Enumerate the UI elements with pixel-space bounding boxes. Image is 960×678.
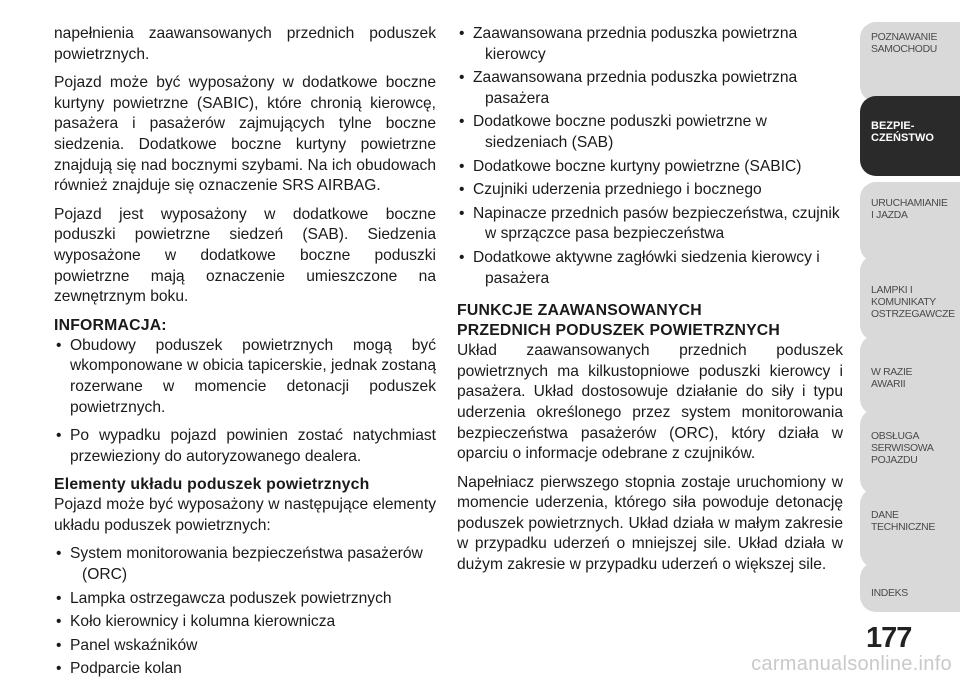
list-item-text: Zaawansowana przednia poduszka powietrzna — [473, 69, 798, 87]
elements-heading: Elementy układu poduszek powietrznych — [54, 476, 370, 494]
tab-label: SERWISOWA — [871, 443, 934, 454]
list-item-text-cont: siedzeniach (SAB) — [485, 133, 614, 151]
tab-label: OBSŁUGA — [871, 431, 920, 442]
list-item-text-cont: w sprzączce pasa bezpieczeństwa — [485, 225, 725, 243]
tab-lampki[interactable] — [860, 255, 960, 341]
list-item-text-cont: (ORC) — [82, 566, 128, 584]
list-item — [457, 68, 843, 109]
list-item: • Lampka ostrzegawcza poduszek powietrznych — [54, 589, 436, 610]
chapter-tabs — [860, 22, 960, 612]
tab-label: INDEKS — [871, 588, 908, 599]
section-heading-line-1: FUNKCJE ZAAWANSOWANYCH — [457, 302, 702, 320]
list-item-text-cont: kierowcy — [485, 45, 546, 63]
tab-obsluga[interactable] — [860, 409, 960, 495]
tab-w-razie-awarii[interactable] — [860, 335, 960, 415]
tab-label: OSTRZEGAWCZE — [871, 309, 955, 320]
tab-label: AWARII — [871, 379, 906, 390]
list-item — [457, 112, 843, 153]
tab-label: I JAZDA — [871, 210, 908, 221]
list-item-text: Napinacze przednich pasów bezpieczeństwa, czujnik — [473, 204, 840, 222]
list-item-text: Dodatkowe boczne poduszki powietrzne w — [473, 113, 767, 131]
paragraph-continuation: napełnienia zaawansowanych przednich poduszek powietrznych. — [54, 25, 436, 63]
paragraph-sabic: Pojazd może być wyposażony w dodatkowe boczne kurtyny powietrzne (SABIC), które chronią kierowcę, pasażera i pasażerów zajmujących tylne boczne siedzenia. Dodatkowe boczne kurtyny powietrzne znajdują się nad bocznymi szybami. Na ich obudowach również znajduje się oznaczenie SRS AIRBAG. — [54, 74, 436, 195]
info-bullet-2: • Po wypadku pojazd powinien zostać natychmiast przewieziony do autoryzowanego dealera. — [54, 426, 436, 467]
paragraph-sab: Pojazd jest wyposażony w dodatkowe boczne poduszki powietrzne siedzeń (SAB). Siedzenia wyposażone w dodatkowe boczne poduszki powietrzne mają oznaczenie umieszczone na zewnętrznym boku. — [54, 205, 436, 306]
list-item — [457, 248, 843, 289]
page-number: 177 — [866, 622, 912, 654]
tab-label: KOMUNIKATY — [871, 297, 936, 308]
list-item: • Podparcie kolan — [54, 659, 436, 678]
tab-label: URUCHAMIANIE — [871, 198, 948, 209]
info-bullet-1: • Obudowy poduszek powietrznych mogą być wkomponowane w obicia tapicerskie, jednak zostaną rozerwane w momencie detonacji poduszek powietrznych. — [54, 336, 436, 418]
tab-poznawanie[interactable] — [860, 22, 960, 102]
tab-label: SAMOCHODU — [871, 44, 937, 55]
list-item: • Panel wskaźników — [54, 636, 436, 657]
tab-dane-techniczne[interactable] — [860, 488, 960, 568]
tab-label: W RAZIE — [871, 367, 913, 378]
list-item — [54, 544, 436, 585]
list-item-text-cont: pasażera — [485, 89, 550, 107]
list-item-text-cont: pasażera — [485, 269, 550, 287]
tab-uruchamianie[interactable] — [860, 182, 960, 262]
list-item: • Czujniki uderzenia przedniego i bocznego — [457, 180, 843, 201]
list-item-text: System monitorowania bezpieczeństwa pasażerów — [70, 545, 423, 563]
tab-label: DANE — [871, 510, 899, 521]
list-item: • Koło kierownicy i kolumna kierownicza — [54, 612, 436, 633]
elements-intro: Pojazd może być wyposażony w następujące elementy układu poduszek powietrznych: — [54, 496, 436, 534]
list-item: • Dodatkowe boczne kurtyny powietrzne (SABIC) — [457, 157, 843, 178]
tab-bezpieczenstwo[interactable] — [860, 96, 960, 176]
right-column — [457, 24, 843, 584]
tab-label: POJAZDU — [871, 455, 918, 466]
section-heading-line-2: PRZEDNICH PODUSZEK POWIETRZNYCH — [457, 322, 781, 340]
list-item — [457, 204, 843, 245]
paragraph-first-stage: Napełniacz pierwszego stopnia zostaje uruchomiony w momencie uderzenia, którego siła powoduje detonację poduszek powietrznych. Układ działa w małym zakresie w przypadku uderzeń o mniejszej sile. Układ działa w dużym zakresie w przypadku uderzeń o większej sile. — [457, 473, 843, 574]
list-item-text: Zaawansowana przednia poduszka powietrzna — [473, 25, 798, 42]
watermark: carmanualsonline.info — [751, 653, 952, 675]
left-column — [54, 24, 436, 678]
list-item-text: Dodatkowe aktywne zagłówki siedzenia kierowcy i — [473, 248, 820, 266]
tab-label: POZNAWANIE — [871, 32, 938, 43]
tab-label: LAMPKI I — [871, 285, 913, 296]
tab-label: BEZPIE- — [871, 120, 915, 132]
list-item — [457, 24, 843, 65]
tab-label: CZEŃSTWO — [871, 132, 934, 144]
tab-label: TECHNICZNE — [871, 522, 935, 533]
tab-indeks[interactable] — [860, 562, 960, 612]
info-heading: INFORMACJA: — [54, 316, 167, 334]
paragraph-advanced-system: Układ zaawansowanych przednich poduszek powietrznych ma kilkustopniowe poduszki kierowcy i pasażera. Układ dostosowuje działanie do siły i typu uderzenia określonego przez system monitorowania bezpieczeństwa pasażerów (ORC), który działa w oparciu o informacje odebrane z czujników. — [457, 342, 843, 463]
